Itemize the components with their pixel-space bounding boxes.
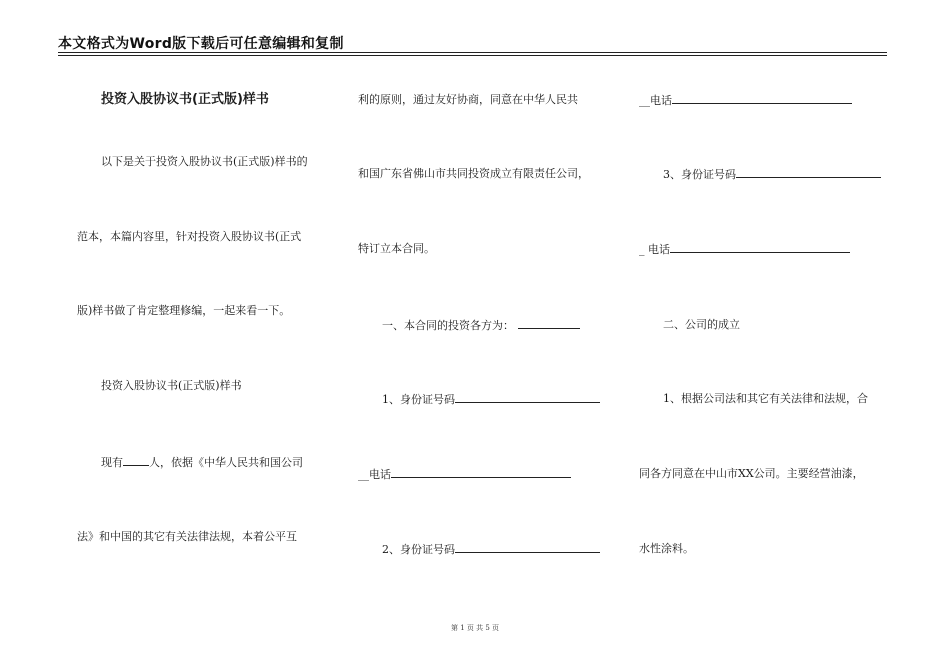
blank-underline: [672, 93, 852, 104]
paragraph-line: [358, 467, 571, 482]
text-segment: 1、身份证号码: [382, 393, 455, 406]
paragraph-line: 同各方同意在中山市XX公司。主要经营油漆，: [639, 467, 864, 480]
paragraph-line: [663, 167, 881, 182]
blank-underline: [736, 167, 881, 178]
page-number: 第 1 页 共 5 页: [450, 624, 500, 632]
text-segment: __电话: [639, 94, 672, 107]
paragraph-line: [101, 455, 303, 470]
paragraph-line: [639, 242, 850, 257]
blank-underline: [391, 467, 571, 478]
text-segment: __电话: [358, 468, 391, 481]
text-segment: 2、身份证号码: [382, 543, 455, 556]
blank-underline: [123, 455, 149, 466]
blank-underline: [455, 542, 600, 553]
subtitle-line: 投资入股协议书(正式版)样书: [101, 379, 242, 392]
paragraph-line: [382, 542, 600, 557]
paragraph-line: 范本，本篇内容里，针对投资入股协议书(正式: [77, 230, 302, 243]
text-segment: _ 电话: [639, 243, 670, 256]
section-heading: 二、公司的成立: [663, 318, 740, 331]
text-segment: 人，依据《中华人民共和国公司: [149, 456, 303, 469]
header-rule-top: [58, 52, 887, 53]
paragraph-line: 版)样书做了肯定整理修编，一起来看一下。: [77, 304, 291, 317]
paragraph-line: [639, 93, 852, 108]
paragraph-line: 利的原则，通过友好协商，同意在中华人民共: [358, 93, 578, 106]
document-title: 投资入股协议书(正式版)样书: [101, 92, 269, 107]
blank-underline: [518, 318, 580, 329]
blank-underline: [670, 242, 850, 253]
text-segment: 3、身份证号码: [663, 168, 736, 181]
paragraph-line: 和国广东省佛山市共同投资成立有限责任公司，: [358, 167, 589, 180]
blank-underline: [455, 392, 600, 403]
text-segment: 一、本合同的投资各方为：: [382, 319, 514, 332]
paragraph-line: 1、根据公司法和其它有关法律和法规，合: [663, 392, 868, 405]
paragraph-line: 以下是关于投资入股协议书(正式版)样书的: [101, 155, 308, 168]
paragraph-line: [382, 392, 600, 407]
document-header: 本文格式为Word版下载后可任意编辑和复制: [58, 36, 344, 52]
paragraph-line: 法》和中国的其它有关法律法规，本着公平互: [77, 530, 297, 543]
paragraph-line: [382, 318, 580, 333]
text-segment: 现有: [101, 456, 123, 469]
header-rule-bottom: [58, 55, 887, 56]
paragraph-line: 水性涂料。: [639, 542, 694, 555]
paragraph-line: 特订立本合同。: [358, 242, 435, 255]
